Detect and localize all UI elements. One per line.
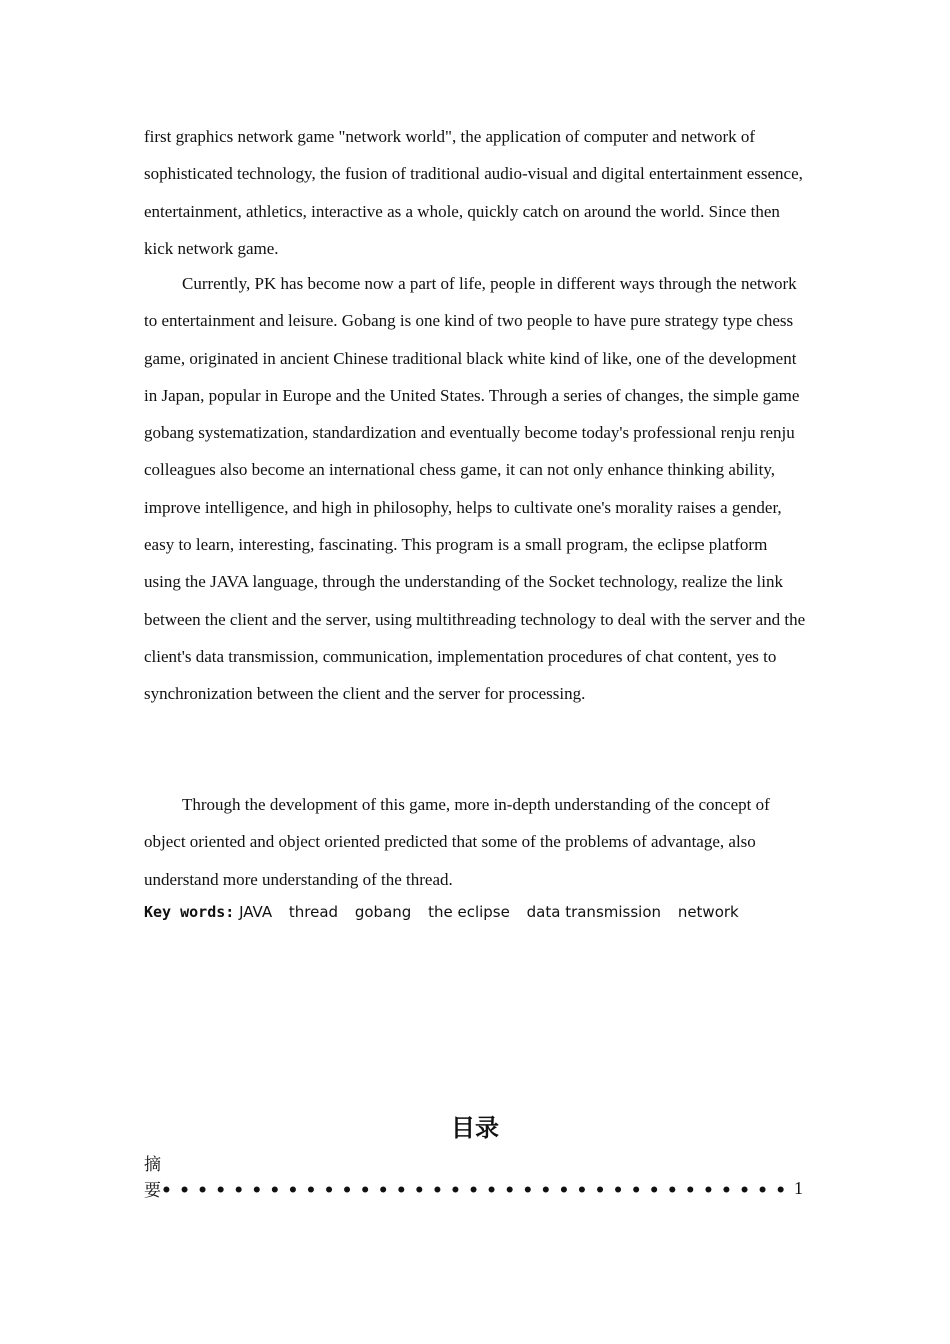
abstract-paragraph-2-text: Currently, PK has become now a part of life, people in different ways through the network to entertainment and leisure. Gobang is one kind of two people to have pure strategy type chess game, originated in ancient Chinese traditional black white kind of like, one of the development in Japan, popular in Europe and the United States. Through a series of changes, the simple game gobang systematization, standardization and eventually become today's professional renju renju colleagues also become an international chess game, it can not only enhance thinking ability, improve intelligence, and high in philosophy, helps to cultivate one's morality raises a gender, easy to learn, interesting, fascinating. This program is a small program, the eclipse platform using the JAVA language, through the understanding of the Socket technology, realize the link between the client and the server, using multithreading technology to deal with the server and the client's data transmission, communication, implementation procedures of chat content, yes to synchronization between the client and the server for processing. <box>144 274 806 704</box>
abstract-paragraph-1: first graphics network game "network world", the application of computer and network of sophisticated technology, the fusion of traditional audio-visual and digital entertainment essence, entertainment, athletics, interactive as a whole, quickly catch on around the world. Since then kick network game. <box>144 127 803 258</box>
toc-page-number: 1 <box>794 1178 803 1198</box>
abstract-paragraph-3 <box>144 786 808 898</box>
toc-leader-dots: ••••••••••••••••••••••••••••••••••• <box>161 1181 794 1201</box>
keyword-item: the eclipse <box>428 903 510 921</box>
toc-entry-label-line1: 摘 <box>144 1155 161 1175</box>
abstract-paragraph-2 <box>144 265 808 713</box>
abstract-paragraph-3-text: Through the development of this game, more in-depth understanding of the concept of object oriented and object oriented predicted that some of the problems of advantage, also understand more understanding of the thread. <box>144 795 770 889</box>
keywords-line <box>144 903 824 921</box>
keywords-label: Key words: <box>144 903 235 921</box>
toc-entry-label-line2 <box>144 1176 793 1201</box>
toc-title: 目录 <box>451 1114 499 1142</box>
keyword-item: JAVA <box>239 903 273 921</box>
keyword-item: network <box>677 903 739 921</box>
keyword-item: data transmission <box>526 903 662 921</box>
keyword-item: thread <box>288 903 339 921</box>
keyword-item: gobang <box>354 903 412 921</box>
toc-entry-label-text: 要 <box>144 1181 161 1201</box>
